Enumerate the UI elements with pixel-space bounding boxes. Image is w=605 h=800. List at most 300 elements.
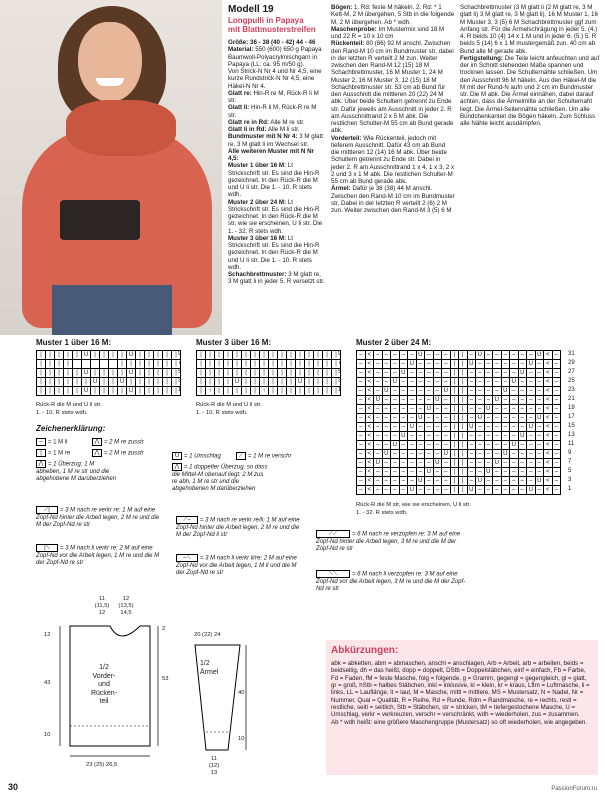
model-subtitle-1: Longpulli in Papaya bbox=[228, 16, 304, 25]
chart-cell: – bbox=[485, 450, 494, 459]
chart-cell: – bbox=[502, 423, 511, 432]
chart-cell: | bbox=[145, 387, 154, 396]
chart-cell: – bbox=[391, 387, 400, 396]
chart-cell: – bbox=[434, 405, 443, 414]
chart-cell: – bbox=[357, 459, 366, 468]
chart-cell: – bbox=[391, 414, 400, 423]
body-label: 1/2 Vorder- und Rücken- teil bbox=[90, 664, 118, 705]
chart-cell: | bbox=[451, 477, 460, 486]
chart-cell: – bbox=[357, 414, 366, 423]
m2-row-num: 15 bbox=[568, 423, 575, 429]
chart-cell: | bbox=[224, 369, 233, 378]
m2-row-num: 5 bbox=[568, 468, 572, 474]
chart-cell: – bbox=[425, 423, 434, 432]
chart-cell: – bbox=[434, 387, 443, 396]
chart-cell: | bbox=[269, 378, 278, 387]
chart-cell: < bbox=[366, 477, 375, 486]
chart-cell: – bbox=[536, 459, 545, 468]
chart-cell: – bbox=[425, 450, 434, 459]
chart-cell: – bbox=[400, 405, 409, 414]
m2-row-num: 27 bbox=[568, 369, 575, 375]
glatt-li-rd-label: Glatt li in Rd: bbox=[228, 126, 267, 133]
chart-cell: – bbox=[536, 360, 545, 369]
chart-cell: < bbox=[544, 441, 553, 450]
body-total-length: 53 bbox=[162, 676, 169, 682]
chart-cell: | bbox=[172, 360, 181, 369]
double-decrease-icon: ⋀ bbox=[172, 463, 182, 471]
chart-cell: | bbox=[127, 378, 136, 387]
chart-cell: – bbox=[485, 423, 494, 432]
chart-cell: – bbox=[442, 369, 451, 378]
chart-cell: U bbox=[233, 378, 242, 387]
chart-cell: – bbox=[391, 486, 400, 495]
chart-cell: – bbox=[502, 441, 511, 450]
chart-cell: – bbox=[485, 378, 494, 387]
chart-cell: | bbox=[154, 387, 163, 396]
chart-cell: | bbox=[172, 351, 181, 360]
chart-cell: – bbox=[553, 450, 562, 459]
chart-cell: – bbox=[527, 459, 536, 468]
glatt-li-label: Glatt li: bbox=[228, 104, 250, 112]
chart-cell: | bbox=[323, 387, 332, 396]
chart-cell: – bbox=[468, 414, 477, 423]
chart-cell: – bbox=[553, 351, 562, 360]
chart-cell: – bbox=[425, 387, 434, 396]
maschenprobe-label: Maschenprobe: bbox=[331, 25, 377, 33]
chart-cell: – bbox=[400, 378, 409, 387]
chart-cell: | bbox=[55, 369, 64, 378]
knit-symbol-icon: | bbox=[36, 449, 46, 457]
chart-cell: – bbox=[425, 477, 434, 486]
chart-cell: – bbox=[357, 351, 366, 360]
chart-cell: – bbox=[417, 378, 426, 387]
chart-cell: U bbox=[374, 459, 383, 468]
chart-cell: ↑ bbox=[206, 387, 215, 396]
chart-cell: | bbox=[163, 360, 172, 369]
chart-cell: U bbox=[118, 378, 127, 387]
chart-cell: – bbox=[468, 396, 477, 405]
muster2-row-numbers bbox=[568, 350, 575, 494]
chart-cell: < bbox=[544, 360, 553, 369]
body-top-right-dims: 12 (13,5) 14,5 bbox=[118, 596, 134, 616]
chart-cell: | bbox=[224, 387, 233, 396]
cable-left-purl-icon: –⟍ bbox=[176, 554, 198, 562]
chart-cell: – bbox=[476, 396, 485, 405]
muster3-title: Muster 3 über 16 M: bbox=[196, 338, 272, 347]
chart-cell: – bbox=[536, 450, 545, 459]
chart-cell: – bbox=[357, 360, 366, 369]
chart-cell: – bbox=[493, 387, 502, 396]
chart-cell: | bbox=[37, 360, 46, 369]
chart-cell: – bbox=[476, 405, 485, 414]
m2-row-num: 3 bbox=[568, 477, 572, 483]
chart-cell: – bbox=[510, 387, 519, 396]
chart-cell: – bbox=[357, 378, 366, 387]
chart-cell: | bbox=[37, 369, 46, 378]
chart-cell: | bbox=[278, 360, 287, 369]
chart-cell: – bbox=[383, 432, 392, 441]
chart-cell: – bbox=[553, 477, 562, 486]
chart-cell: | bbox=[459, 441, 468, 450]
chart-cell: – bbox=[417, 450, 426, 459]
chart-cell: | bbox=[118, 369, 127, 378]
chart-cell: | bbox=[37, 378, 46, 387]
chart-cell: – bbox=[527, 432, 536, 441]
chart-cell: | bbox=[323, 351, 332, 360]
chart-cell: – bbox=[357, 468, 366, 477]
chart-cell: ↑ bbox=[260, 387, 269, 396]
chart-cell: – bbox=[502, 378, 511, 387]
chart-cell: U bbox=[374, 396, 383, 405]
photo-scarf bbox=[66, 100, 176, 156]
legend-cable-2: |⟍ = 3 M nach li verkr re: 2 M auf eine Zopf-Nd vor die Arbeit legen, 1 M re und die M der Zopf-Nd re str bbox=[36, 545, 160, 566]
chart-cell: | bbox=[145, 351, 154, 360]
chart-cell: | bbox=[46, 378, 55, 387]
abbreviations-note: Ab * wdh heißt: eine größere Maschengruppe (Mustersatz) so oft wiederholen, wie angegeben. bbox=[331, 718, 588, 726]
chart-cell: – bbox=[425, 441, 434, 450]
chart-cell: – bbox=[383, 360, 392, 369]
chart-cell: – bbox=[442, 414, 451, 423]
legend-item-doppelter-ueberzug: ⋀ = 1 doppelter Überzug, so dass die Mittel-M obenauf liegt: 2 M zus re abh, 1 M re str und die abgehobenen M darüberziehen bbox=[172, 464, 268, 492]
chart-cell: < bbox=[366, 360, 375, 369]
chart-cell: – bbox=[476, 486, 485, 495]
chart-cell: – bbox=[383, 369, 392, 378]
chart-cell: U bbox=[400, 432, 409, 441]
glatt-li-rd-text: Alle M li str. bbox=[267, 126, 300, 133]
chart-cell: U bbox=[417, 414, 426, 423]
sleeve-bottom-width: 11 (12) 13 bbox=[208, 756, 220, 776]
chart-cell: | bbox=[163, 369, 172, 378]
chart-cell: U bbox=[502, 450, 511, 459]
chart-cell: – bbox=[357, 477, 366, 486]
chart-cell: – bbox=[425, 351, 434, 360]
chart-cell: – bbox=[485, 396, 494, 405]
chart-cell: U bbox=[468, 423, 477, 432]
chart-cell: – bbox=[357, 432, 366, 441]
chart-cell: – bbox=[374, 486, 383, 495]
m1-row-num: 7 bbox=[178, 360, 182, 366]
glatt-li-text: Hin-R li M, Rück-R re M str. bbox=[228, 104, 317, 119]
chart-cell: – bbox=[442, 468, 451, 477]
chart-cell: | bbox=[109, 369, 118, 378]
chart-cell: – bbox=[502, 414, 511, 423]
chart-cell: | bbox=[459, 423, 468, 432]
chart-cell: | bbox=[37, 387, 46, 396]
chart-cell: U bbox=[536, 414, 545, 423]
muster3-note: Rück-R die M und U li str. bbox=[196, 402, 262, 408]
cable-6-right-icon: ⟋⟋ bbox=[316, 530, 350, 538]
chart-cell: | bbox=[451, 441, 460, 450]
chart-cell: – bbox=[476, 387, 485, 396]
chart-cell: – bbox=[493, 351, 502, 360]
chart-cell: – bbox=[383, 351, 392, 360]
legend-item-umschlag: U = 1 Umschlag bbox=[172, 452, 230, 461]
chart-cell: | bbox=[323, 369, 332, 378]
chart-cell: – bbox=[357, 369, 366, 378]
chart-cell: – bbox=[357, 423, 366, 432]
chart-cell: | bbox=[73, 369, 82, 378]
chart-cell: – bbox=[476, 423, 485, 432]
chart-cell: | bbox=[73, 387, 82, 396]
m2-row-num: 7 bbox=[568, 459, 572, 465]
chart-cell: | bbox=[459, 486, 468, 495]
chart-cell: – bbox=[493, 441, 502, 450]
chart-cell: | bbox=[278, 351, 287, 360]
chart-cell: | bbox=[136, 378, 145, 387]
chart-cell: – bbox=[502, 351, 511, 360]
m3-label: Muster 3 über 16 M: bbox=[228, 234, 287, 242]
chart-cell: – bbox=[468, 477, 477, 486]
chart-cell: | bbox=[46, 387, 55, 396]
chart-cell: – bbox=[510, 351, 519, 360]
chart-cell: | bbox=[459, 396, 468, 405]
chart-cell: – bbox=[374, 414, 383, 423]
chart-cell: | bbox=[459, 468, 468, 477]
chart-cell: U bbox=[510, 441, 519, 450]
chart-cell: | bbox=[100, 369, 109, 378]
body-neck-depth: 12 bbox=[44, 632, 51, 638]
chart-cell: – bbox=[502, 360, 511, 369]
chart-cell: – bbox=[442, 351, 451, 360]
muster2-chart bbox=[356, 350, 561, 495]
chart-cell: | bbox=[163, 387, 172, 396]
chart-cell: | bbox=[73, 351, 82, 360]
chart-cell: – bbox=[553, 360, 562, 369]
chart-cell: – bbox=[468, 441, 477, 450]
chart-cell: U bbox=[127, 369, 136, 378]
chart-cell: – bbox=[442, 477, 451, 486]
chart-cell: – bbox=[553, 414, 562, 423]
chart-cell: | bbox=[242, 387, 251, 396]
aermel-cont-text: Schachbrettmuster (3 M glatt li (2 M glatt re, 3 M glatt li) 3 M glatt re, 3 M glatt li), 16 M Muster 1, 16 M Muster 3, 3 (5) 6 M Schachbrettmuster ggf zum Anfang str. Für die Ärmelschrägung in jeder 5. (4.) 4. R beids 10 (4) 14 x 1 M und in jeder 6. (5.) 5. R beids 5 (14) 6 x 1 M mustergemäß zun. 40 cm ab Bund alle M gerade abk. bbox=[460, 4, 598, 55]
chart-cell: | bbox=[296, 360, 305, 369]
chart-cell: | bbox=[278, 387, 287, 396]
chart-cell: – bbox=[485, 351, 494, 360]
m2-row-num: 1 bbox=[568, 486, 572, 492]
chart-cell: – bbox=[468, 351, 477, 360]
chart-cell: | bbox=[233, 387, 242, 396]
chart-cell: U bbox=[82, 369, 91, 378]
chart-cell: – bbox=[434, 477, 443, 486]
m3-row-num: 3 bbox=[338, 378, 342, 384]
chart-cell: | bbox=[64, 351, 73, 360]
legend-item-verschr: ⟋ = 1 M re verschr bbox=[236, 452, 300, 461]
chart-cell: – bbox=[400, 396, 409, 405]
chart-cell: – bbox=[374, 432, 383, 441]
chart-cell: | bbox=[145, 369, 154, 378]
chart-cell: – bbox=[408, 378, 417, 387]
chart-cell: | bbox=[451, 360, 460, 369]
chart-cell: – bbox=[527, 396, 536, 405]
chart-cell: – bbox=[493, 486, 502, 495]
chart-cell: U bbox=[442, 450, 451, 459]
photo-bag bbox=[60, 200, 140, 240]
chart-cell: < bbox=[544, 378, 553, 387]
chart-cell: | bbox=[459, 351, 468, 360]
legend-item-li: – = 1 M li bbox=[36, 438, 88, 447]
chart-cell: | bbox=[197, 387, 206, 396]
chart-cell: | bbox=[451, 405, 460, 414]
chart-cell: – bbox=[519, 360, 528, 369]
chart-cell: – bbox=[357, 405, 366, 414]
chart-cell: | bbox=[154, 378, 163, 387]
chart-cell: – bbox=[408, 351, 417, 360]
chart-cell: | bbox=[314, 378, 323, 387]
chart-cell: U bbox=[434, 396, 443, 405]
chart-cell: – bbox=[485, 441, 494, 450]
chart-cell: | bbox=[118, 351, 127, 360]
chart-cell: – bbox=[417, 405, 426, 414]
chart-cell: U bbox=[82, 387, 91, 396]
chart-cell: | bbox=[251, 351, 260, 360]
chart-cell: | bbox=[451, 396, 460, 405]
chart-cell: – bbox=[536, 441, 545, 450]
chart-cell: | bbox=[269, 360, 278, 369]
material-value: 550 (600) 650 g Papaya Baumwoll-Polyacrylmischgarn in Papaya (LL: ca. 95 m/50 g). bbox=[228, 46, 322, 68]
chart-cell: | bbox=[118, 360, 127, 369]
chart-cell: – bbox=[519, 477, 528, 486]
chart-cell: | bbox=[100, 351, 109, 360]
chart-cell: – bbox=[493, 432, 502, 441]
chart-cell: U bbox=[408, 486, 417, 495]
chart-cell: – bbox=[468, 450, 477, 459]
boegen-label: Bögen: bbox=[331, 4, 353, 11]
chart-cell: | bbox=[451, 378, 460, 387]
chart-cell: – bbox=[493, 414, 502, 423]
body-width: 23 (25) 26,5 bbox=[86, 762, 118, 768]
chart-cell: | bbox=[251, 378, 260, 387]
legend-item-zusstr-2: ⋀ = 2 M re zusstr bbox=[92, 449, 162, 458]
chart-cell: – bbox=[468, 387, 477, 396]
chart-cell: – bbox=[502, 468, 511, 477]
chart-cell: | bbox=[215, 387, 224, 396]
chart-cell: – bbox=[383, 396, 392, 405]
chart-cell: < bbox=[544, 423, 553, 432]
chart-cell: – bbox=[408, 450, 417, 459]
chart-cell: – bbox=[417, 369, 426, 378]
m3-row-num: 7 bbox=[338, 360, 342, 366]
legend-title: Zeichenerklärung: bbox=[36, 424, 106, 433]
chart-cell: U bbox=[476, 414, 485, 423]
legend-cable-4: –⟍ = 3 M nach li verkr li/re: 2 M auf eine Zopf-Nd vor die Arbeit legen, 1 M li und die M der Zopf-Nd re str bbox=[176, 555, 297, 576]
chart-cell: – bbox=[357, 450, 366, 459]
chart-cell: | bbox=[55, 378, 64, 387]
chart-cell: < bbox=[366, 369, 375, 378]
chart-cell: | bbox=[224, 351, 233, 360]
photo-smile bbox=[96, 78, 124, 86]
chart-cell: – bbox=[425, 396, 434, 405]
chart-cell: – bbox=[485, 387, 494, 396]
chart-cell: | bbox=[459, 360, 468, 369]
chart-cell: | bbox=[314, 387, 323, 396]
chart-cell: | bbox=[100, 378, 109, 387]
chart-cell: U bbox=[417, 477, 426, 486]
chart-cell: – bbox=[383, 477, 392, 486]
chart-cell: | bbox=[242, 378, 251, 387]
chart-cell: – bbox=[519, 468, 528, 477]
chart-cell: – bbox=[510, 360, 519, 369]
chart-cell bbox=[91, 360, 100, 369]
chart-cell: < bbox=[366, 414, 375, 423]
chart-cell: – bbox=[400, 468, 409, 477]
chart-cell: – bbox=[425, 459, 434, 468]
fertig-text: Die Teile leicht anfeuchten und auf der im Schnitt stehenden Maße spannen und trocknen lassen. Die Schulternähte schließen. Um den Ausschnitt 96 M häkeln. Aus den Häkel-M die M mit der Rund-N aufn und 2 cm im Bundmuster str. Die M abk. Die Ärmel einnähen, dabei darauf achten, dass die Ärmelmitte an der Schulternaht liegt. Die Ärmel-Seitennähte schließen. Um alle Bündchenkanten die Bögen häkeln. Zum Schluss alle Nähte leicht ausdämpfen. bbox=[460, 54, 600, 127]
chart-cell: – bbox=[357, 486, 366, 495]
chart-cell: – bbox=[476, 441, 485, 450]
chart-cell: – bbox=[485, 432, 494, 441]
chart-cell: – bbox=[485, 369, 494, 378]
muster3-row-numbers bbox=[338, 350, 341, 395]
body-length: 43 bbox=[44, 680, 51, 686]
chart-cell: | bbox=[278, 378, 287, 387]
chart-cell: U bbox=[425, 468, 434, 477]
chart-cell: – bbox=[374, 468, 383, 477]
chart-cell: – bbox=[493, 378, 502, 387]
chart-cell: U bbox=[434, 459, 443, 468]
chart-cell: | bbox=[197, 351, 206, 360]
chart-cell: | bbox=[332, 378, 341, 387]
chart-cell: – bbox=[442, 378, 451, 387]
chart-cell bbox=[82, 360, 91, 369]
chart-cell: | bbox=[136, 387, 145, 396]
chart-cell: | bbox=[323, 360, 332, 369]
chart-cell: | bbox=[55, 387, 64, 396]
chart-cell: – bbox=[417, 459, 426, 468]
chart-cell: | bbox=[64, 387, 73, 396]
chart-cell: – bbox=[468, 468, 477, 477]
chart-cell: – bbox=[519, 351, 528, 360]
chart-cell bbox=[73, 360, 82, 369]
chart-cell: | bbox=[459, 369, 468, 378]
chart-cell: – bbox=[485, 486, 494, 495]
legend-cable-5: ⟋⟋ = 6 M nach re verzopfen re: 3 M auf eine Zopf-Nd hinter die Arbeit legen, 3 M re und die M der Zopf-Nd re str bbox=[316, 531, 461, 552]
m3-row-num: 5 bbox=[338, 369, 342, 375]
legend-cable-6: ⟍⟍ = 6 M nach li verzopfen re: 3 M auf eine Zopf-Nd vor die Arbeit legen, 3 M re und die M der Zopf-Nd re str bbox=[316, 571, 466, 592]
chart-cell: – bbox=[527, 468, 536, 477]
chart-cell: | bbox=[287, 387, 296, 396]
chart-cell: – bbox=[476, 378, 485, 387]
sleeve-top-width: 20 (22) 24 bbox=[194, 632, 221, 638]
chart-cell: | bbox=[109, 387, 118, 396]
chart-cell: – bbox=[476, 468, 485, 477]
chart-cell: – bbox=[408, 477, 417, 486]
legend-item-zusstr-1: ⋀ = 2 M re zusstr bbox=[92, 438, 162, 447]
chart-cell: < bbox=[544, 432, 553, 441]
m2-row-num: 13 bbox=[568, 432, 575, 438]
chart-cell: | bbox=[55, 360, 64, 369]
chart-cell: | bbox=[451, 468, 460, 477]
chart-cell: – bbox=[434, 423, 443, 432]
chart-cell: | bbox=[242, 369, 251, 378]
glatt-re-text: Hin-R re M, Rück-R li M str. bbox=[228, 89, 319, 104]
chart-cell: U bbox=[408, 423, 417, 432]
chart-cell: | bbox=[314, 360, 323, 369]
m2-text: Lt Strickschrift str. Es sind die Hin-R gezeichnet. In den Rück-R die M str, wie sie erscheinen, U li str. Die 1. - 32. R stets wdh. bbox=[228, 198, 323, 235]
chart-cell: – bbox=[434, 360, 443, 369]
chart-cell: | bbox=[451, 459, 460, 468]
chart-cell: | bbox=[55, 351, 64, 360]
maschenprobe-text: Im Mustermix sind 18 M und 22 R = 10 x 10 cm bbox=[331, 25, 445, 40]
chart-cell: | bbox=[206, 378, 215, 387]
chart-cell: – bbox=[442, 486, 451, 495]
model-photo bbox=[0, 0, 222, 335]
glatt-re-rd-label: Glatt re in Rd: bbox=[228, 118, 269, 126]
chart-cell: – bbox=[391, 459, 400, 468]
chart-cell: – bbox=[536, 387, 545, 396]
chart-cell: | bbox=[451, 486, 460, 495]
chart-cell: – bbox=[434, 414, 443, 423]
chart-cell bbox=[100, 360, 109, 369]
